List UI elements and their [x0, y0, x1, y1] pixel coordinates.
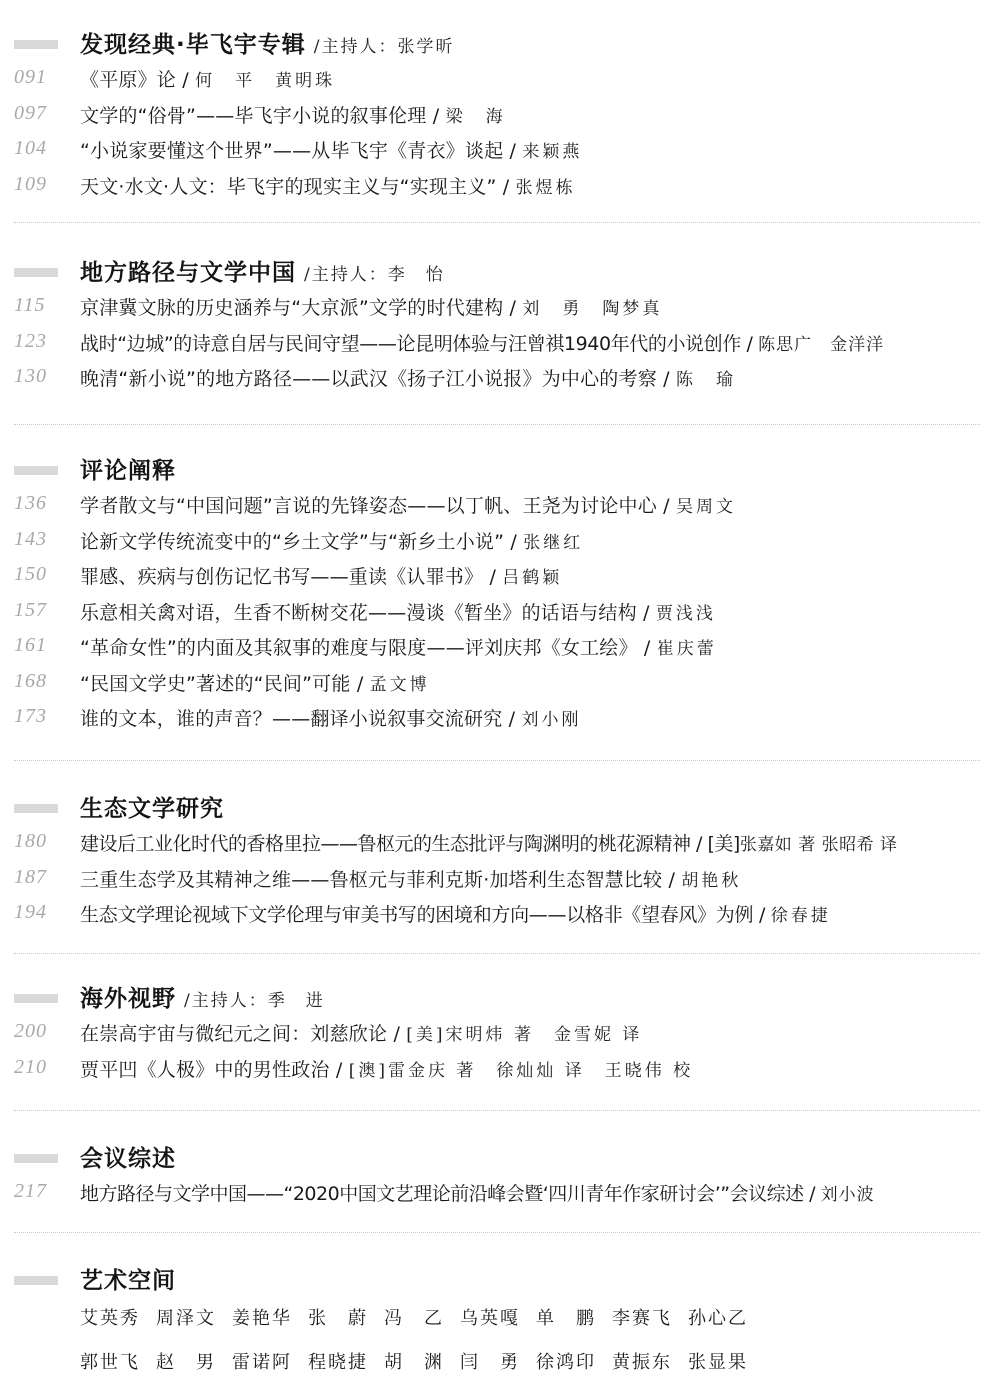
- section-host: /主持人：张学昕: [313, 37, 455, 57]
- entry-title: “民国文学史”著述的“民间”可能 / 孟文博: [80, 672, 430, 695]
- entry-title: 论新文学传统流变中的“乡土文学”与“新乡土小说” / 张继红: [80, 530, 584, 553]
- artist-name: 徐鸿印: [536, 1352, 596, 1373]
- toc-entry[interactable]: [0, 824, 1004, 860]
- toc-section: [0, 450, 1004, 735]
- entry-title: 乐意相关禽对语，生香不断树交花——漫谈《暂坐》的话语与结构 / 贾浅浅: [80, 601, 716, 624]
- entry-author: 徐春捷: [770, 906, 831, 926]
- artist-name: 乌英嘎: [460, 1308, 520, 1329]
- toc-entry[interactable]: [0, 288, 1004, 324]
- entry-title: 天文·水文·人文：毕飞宇的现实主义与“实现主义” / 张煜栋: [80, 175, 576, 198]
- entry-author: 刘小刚: [521, 710, 582, 730]
- entry-author: 来颖燕: [522, 142, 583, 162]
- toc-entry[interactable]: [0, 1014, 1004, 1050]
- artist-name: 张显果: [688, 1352, 748, 1373]
- entry-title: “小说家要懂这个世界”——从毕飞宇《青衣》谈起 / 来颖燕: [80, 140, 583, 162]
- entry-author: 吕鹤颖: [502, 568, 563, 588]
- page-number: 194: [14, 901, 47, 923]
- artist-name: 闫 勇: [460, 1352, 520, 1373]
- page-number: 180: [14, 830, 47, 852]
- toc-entry[interactable]: [0, 557, 1004, 593]
- section-title: 评论阐释: [80, 458, 176, 484]
- artist-name: 张 蔚: [308, 1308, 368, 1329]
- entry-author: 刘 勇 陶梦真: [522, 299, 663, 319]
- section-header: [0, 252, 1004, 288]
- toc-entry[interactable]: [0, 60, 1004, 96]
- page-number: 150: [14, 563, 47, 585]
- toc-entry[interactable]: [0, 1050, 1004, 1086]
- toc-entry[interactable]: [0, 1174, 1004, 1210]
- section-marker: [14, 40, 58, 49]
- artist-name: 单 鹏: [536, 1308, 596, 1329]
- section-header: [0, 788, 1004, 824]
- entry-title: 谁的文本，谁的声音？——翻译小说叙事交流研究 / 刘小刚: [80, 708, 582, 730]
- entry-author: 梁 海: [445, 106, 506, 127]
- page-number: 130: [14, 365, 47, 387]
- page-number: 217: [14, 1180, 47, 1202]
- toc-entry[interactable]: [0, 895, 1004, 931]
- artist-name: 程晓捷: [308, 1352, 368, 1373]
- section-marker: [14, 466, 58, 475]
- artist-list: [80, 1348, 764, 1374]
- entry-author: 张煜栋: [515, 177, 576, 198]
- entry-title: 建设后工业化时代的香格里拉——鲁枢元的生态批评与陶渊明的桃花源精神 / [美]张嘉如 著 张昭希 译: [80, 833, 898, 855]
- entry-author: 张继红: [523, 532, 584, 553]
- toc-entry[interactable]: [0, 664, 1004, 700]
- entry-author: 吴周文: [675, 497, 736, 517]
- section-divider: [14, 424, 980, 425]
- toc-entry[interactable]: [0, 860, 1004, 896]
- entry-title: “革命女性”的内面及其叙事的难度与限度——评刘庆邦《女工绘》 / 崔庆蕾: [80, 637, 717, 659]
- entry-title: 文学的“俗骨”——毕飞宇小说的叙事伦理 / 梁 海: [80, 104, 506, 127]
- toc-section: [0, 1260, 1004, 1373]
- entry-title: 学者散文与“中国问题”言说的先锋姿态——以丁帆、王尧为讨论中心 / 吴周文: [80, 495, 736, 517]
- page-number: 104: [14, 137, 47, 159]
- entry-title: 在崇高宇宙与微纪元之间：刘慈欣论 / [美]宋明炜 著 金雪妮 译: [80, 1023, 643, 1045]
- section-header: [0, 1138, 1004, 1174]
- entry-title: 《平原》论 / 何 平 黄明珠: [80, 69, 336, 91]
- page-number: 187: [14, 865, 47, 888]
- section-title: 生态文学研究: [80, 796, 224, 822]
- entry-author: 张嘉如 著 张昭希 译: [739, 835, 898, 855]
- entry-title: 晚清“新小说”的地方路径——以武汉《扬子江小说报》为中心的考察 / 陈 瑜: [80, 368, 736, 390]
- artist-list: [80, 1304, 764, 1330]
- section-marker: [14, 994, 58, 1003]
- section-header: [0, 978, 1004, 1014]
- section-host: /主持人：季 进: [184, 991, 325, 1011]
- entry-title: 生态文学理论视域下文学伦理与审美书写的困境和方向——以格非《望春风》为例 / 徐春捷: [80, 904, 831, 926]
- page-number: 161: [14, 634, 47, 656]
- page-number: 200: [14, 1020, 47, 1042]
- section-title: 地方路径与文学中国 /主持人：李 怡: [80, 260, 445, 286]
- page-number: 109: [14, 172, 47, 195]
- artist-name: 姜艳华: [232, 1308, 292, 1329]
- page-number: 097: [14, 101, 47, 124]
- toc-entry[interactable]: [0, 167, 1004, 203]
- toc-entry[interactable]: [0, 593, 1004, 629]
- section-host: /主持人：李 怡: [304, 265, 445, 285]
- artist-name: 雷诺阿: [232, 1352, 292, 1373]
- section-divider: [14, 1110, 980, 1111]
- entry-author: 陈 瑜: [675, 370, 736, 390]
- page-number: 143: [14, 527, 47, 550]
- section-marker: [14, 1276, 58, 1285]
- section-marker: [14, 804, 58, 813]
- artist-name: 李赛飞: [612, 1308, 672, 1329]
- entry-title: 地方路径与文学中国——“2020中国文艺理论前沿峰会暨‘四川青年作家研讨会’”会议综述 / 刘小波: [80, 1183, 875, 1205]
- entry-author: 贾浅浅: [655, 603, 716, 624]
- page-number: 115: [14, 294, 46, 316]
- section-title: 海外视野 /主持人：季 进: [80, 986, 325, 1012]
- toc-section: [0, 788, 1004, 931]
- toc-section: [0, 24, 1004, 202]
- section-title: 发现经典·毕飞宇专辑 /主持人：张学昕: [80, 32, 455, 58]
- page-number: 136: [14, 492, 47, 514]
- section-marker: [14, 268, 58, 277]
- page-number: 157: [14, 598, 47, 621]
- page-number: 091: [14, 66, 47, 88]
- section-divider: [14, 1232, 980, 1233]
- toc-entry[interactable]: [0, 96, 1004, 132]
- section-marker: [14, 1154, 58, 1163]
- toc-entry[interactable]: [0, 522, 1004, 558]
- artist-name: 艾英秀: [80, 1308, 140, 1329]
- toc-entry[interactable]: [0, 486, 1004, 522]
- entry-title: 三重生态学及其精神之维——鲁枢元与菲利克斯·加塔利生态智慧比较 / 胡艳秋: [80, 868, 742, 891]
- artist-name: 黄振东: [612, 1352, 672, 1373]
- section-header: [0, 450, 1004, 486]
- page-number: 210: [14, 1055, 47, 1078]
- entry-title: 罪感、疾病与创伤记忆书写——重读《认罪书》 / 吕鹤颖: [80, 566, 563, 588]
- toc-entry[interactable]: [0, 324, 1004, 360]
- entry-author: 陈思广 金洋洋: [758, 334, 885, 355]
- artist-name: 郭世飞: [80, 1352, 140, 1373]
- entry-author: [美]宋明炜 著 金雪妮 译: [406, 1025, 643, 1045]
- artist-name: 孙心乙: [688, 1308, 748, 1329]
- section-header: [0, 24, 1004, 60]
- entry-author: 崔庆蕾: [656, 639, 717, 659]
- toc-entry[interactable]: [0, 359, 1004, 395]
- entry-title: 贾平凹《人极》中的男性政治 / [澳]雷金庆 著 徐灿灿 译 王晓伟 校: [80, 1058, 694, 1081]
- artist-name: 周泽文: [156, 1308, 216, 1329]
- artist-name: 赵 男: [156, 1352, 216, 1373]
- toc-entry[interactable]: [0, 699, 1004, 735]
- artist-name: 胡 渊: [384, 1352, 444, 1373]
- entry-title: 战时“边城”的诗意自居与民间守望——论昆明体验与汪曾祺1940年代的小说创作 / 陈思广 金洋洋: [80, 332, 885, 355]
- section-title: 会议综述: [80, 1146, 176, 1172]
- entry-author: [澳]雷金庆 著 徐灿灿 译 王晓伟 校: [348, 1060, 694, 1081]
- toc-section: [0, 1138, 1004, 1210]
- toc-section: [0, 252, 1004, 395]
- toc-entry[interactable]: [0, 131, 1004, 167]
- section-header: [0, 1260, 1004, 1296]
- page-number: 123: [14, 329, 47, 352]
- toc-entry[interactable]: [0, 628, 1004, 664]
- page-number: 173: [14, 705, 47, 727]
- entry-author: 孟文博: [369, 674, 430, 695]
- entry-author: 胡艳秋: [681, 870, 742, 891]
- section-divider: [14, 953, 980, 954]
- toc-section: [0, 978, 1004, 1085]
- artist-name: 冯 乙: [384, 1308, 444, 1329]
- section-title: 艺术空间: [80, 1268, 176, 1294]
- page-number: 168: [14, 669, 47, 692]
- entry-title: 京津冀文脉的历史涵养与“大京派”文学的时代建构 / 刘 勇 陶梦真: [80, 297, 663, 319]
- entry-author: 刘小波: [820, 1185, 875, 1205]
- section-divider: [14, 760, 980, 761]
- section-divider: [14, 222, 980, 223]
- entry-author: 何 平 黄明珠: [195, 71, 336, 91]
